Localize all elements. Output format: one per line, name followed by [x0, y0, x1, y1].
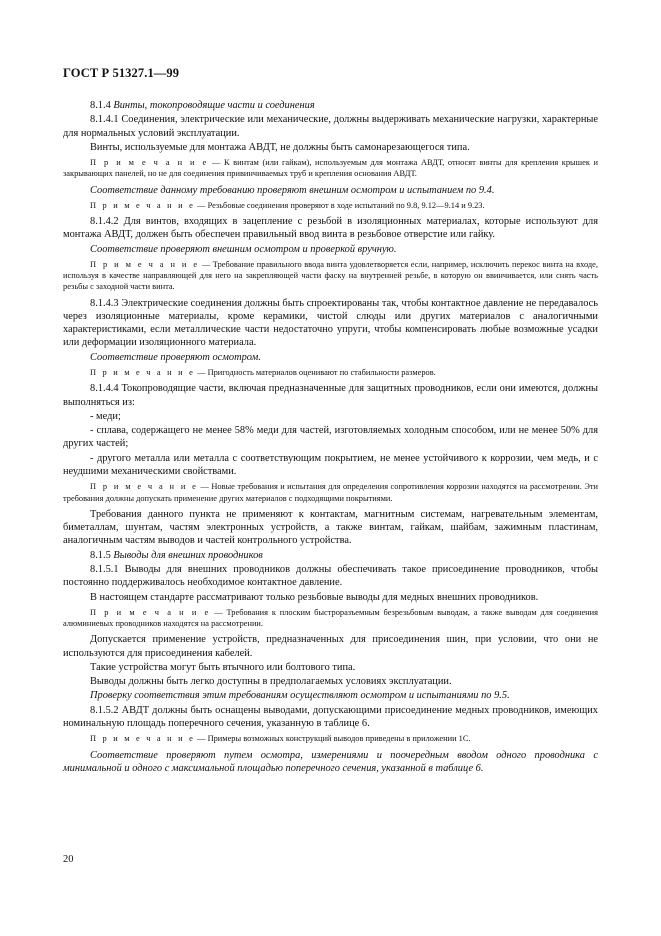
section-title: Выводы для внешних проводников — [113, 549, 263, 561]
page-number: 20 — [63, 854, 74, 865]
page-header-standard-title: ГОСТ Р 51327.1—99 — [63, 66, 180, 80]
note-label: П р и м е ч а н и е — [90, 734, 195, 744]
paragraph-screws: Винты, используемые для монтажа АВДТ, не должны быть самонарезающегося типа. — [90, 141, 470, 153]
note-label: П р и м е ч а н и е — [90, 482, 199, 492]
list-item-copper: - меди; — [90, 410, 121, 422]
note-1 — [63, 157, 598, 179]
paragraph-standard-scope: В настоящем стандарте рассматривают только резьбовые выводы для медных внешних проводников. — [90, 591, 539, 603]
note-label: П р и м е ч а н и е — [90, 607, 211, 617]
paragraph-accessibility: Выводы должны быть легко доступны в предполагаемых условиях эксплуатации. — [90, 676, 452, 688]
note-text: — Примеры возможных конструкций выводов приведены в приложении 1С. — [195, 734, 471, 744]
paragraph-8-1-5-1: 8.1.5.1 Выводы для внешних проводников должны обеспечивать такое присоединение проводников, чтобы постоянно поддерживалось необходимое контактное давление. — [63, 563, 598, 589]
note-text: — Требование правильного ввода винта удовлетворяется если, например, исключить перекос винта на входе, используя в качестве направляющей для него на закрепляющей части фаску на внутренней резьбе, в которую он ввинчивается, или снять часть резьбы с заходной части винта. — [63, 259, 598, 292]
section-number: 8.1.5 — [90, 549, 111, 561]
note-2 — [63, 200, 598, 211]
note-text: — К винтам (или гайкам), используемым для монтажа АВДТ, относят винты для крепления крышек и закрывающих панелей, но не для соединения привинчиваемых труб и крепления основания АВДТ. — [63, 158, 598, 179]
note-label: П р и м е ч а н и е — [90, 368, 195, 378]
paragraph-8-1-4-3: 8.1.4.3 Электрические соединения должны быть спроектированы так, чтобы контактное давление не передавалось через изоляционные материалы, кроме керамики, чистой слюды или других материалов с аналогичными характеристиками, если металлические части недостаточно упруги, чтобы компенсировать любые возможные усадки или деформации изоляционного материала. — [63, 297, 598, 349]
note-3 — [63, 259, 598, 293]
note-label: П р и м е ч а н и е — [90, 200, 195, 210]
paragraph-8-1-4-4: 8.1.4.4 Токопроводящие части, включая предназначенные для защитных проводников, если они имеются, должны выполняться из: — [63, 383, 598, 408]
compliance-1: Соответствие данному требованию проверяют внешним осмотром и испытанием по 9.4. — [90, 184, 495, 196]
list-item-other-metal: - другого металла или металла с соответствующим покрытием, не менее устойчивого к коррозии, чем медь, и с неудшими механическими свойствами. — [63, 452, 598, 478]
section-title: Винты, токопроводящие части и соединения — [113, 100, 315, 111]
note-text: — Пригодность материалов оценивают по стабильности размеров. — [195, 368, 436, 378]
note-label: П р и м е ч а н и е — [90, 158, 209, 168]
list-item-alloy: - сплава, содержащего не менее 58% меди для частей, изготовляемых холодным способом, или не менее 50% для других частей; — [63, 425, 598, 450]
note-4 — [63, 367, 598, 378]
compliance-5: Соответствие проверяют путем осмотра, измерениями и поочередным вводом одного проводника с минимальной и одного с максимальной площадью поперечного сечения, указанной в таблице 6. — [63, 749, 598, 774]
section-8-1-4-heading — [63, 99, 598, 112]
note-label: П р и м е ч а н и е — [90, 259, 200, 269]
compliance-2: Соответствие проверяют внешним осмотром и проверкой вручную. — [90, 243, 397, 255]
note-5 — [63, 481, 598, 503]
page-body — [63, 99, 598, 776]
paragraph-8-1-5-2: 8.1.5.2 АВДТ должны быть оснащены выводами, допускающими присоединение медных проводников, имеющих номинальную площадь поперечного сечения, указанную в таблице 6. — [63, 704, 598, 730]
note-text: — Требования к плоским быстроразъемным безрезьбовым выводам, а также выводам для соединения алюминиевых проводников находятся на рассмотрении. — [63, 607, 598, 629]
paragraph-8-1-4-2: 8.1.4.2 Для винтов, входящих в зацепление с резьбой в изоляционных материалах, которые используют для монтажа АВДТ, должен быть обеспечен правильный ввод винта в резьбовое отверстие или гайку. — [63, 216, 598, 241]
section-number: 8.1.4 — [90, 100, 111, 111]
section-8-1-5-heading — [63, 549, 598, 562]
note-6 — [63, 607, 598, 629]
compliance-4: Проверку соответствия этим требованиям осуществляют осмотром и испытаниями по 9.5. — [90, 690, 510, 702]
paragraph-device-types: Такие устройства могут быть втычного или болтового типа. — [90, 661, 356, 673]
note-7 — [63, 733, 598, 744]
compliance-3: Соответствие проверяют осмотром. — [90, 351, 261, 363]
paragraph-busbar-devices: Допускается применение устройств, предназначенных для присоединения шин, при условии, что они не используются для присоединения кабелей. — [63, 634, 598, 659]
paragraph-requirements-exclusion: Требования данного пункта не применяют к контактам, магнитным системам, нагревательным элементам, биметаллам, шунтам, частям электронных устройств, а также винтам, гайкам, шайбам, зажимным пластинам, аналогичным частям выводов и частей контрольного устройства. — [63, 508, 598, 547]
note-text: — Резьбовые соединения проверяют в ходе испытаний по 9.8, 9.12—9.14 и 9.23. — [195, 200, 485, 210]
note-text: — Новые требования и испытания для определения сопротивления коррозии находятся на рассмотрении. Эти требования должны допускать применение других материалов с подходящими покрытиями. — [63, 482, 598, 503]
paragraph-8-1-4-1: 8.1.4.1 Соединения, электрические или механические, должны выдерживать механические нагрузки, характерные для нормальных условий эксплуатации. — [63, 114, 598, 139]
